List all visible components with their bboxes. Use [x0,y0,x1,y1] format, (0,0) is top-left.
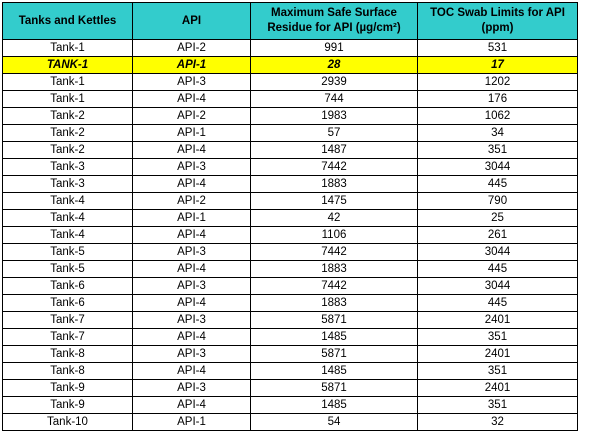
cell-tank: Tank-4 [3,210,133,227]
cell-toc: 3044 [418,278,578,295]
cell-residue: 1475 [251,193,418,210]
cell-tank: Tank-1 [3,91,133,108]
cell-api: API-1 [133,125,251,142]
cell-residue: 1106 [251,227,418,244]
cell-api: API-2 [133,193,251,210]
table-row [3,278,578,295]
cell-residue: 28 [251,57,418,74]
cell-api: API-1 [133,210,251,227]
cell-api: API-1 [133,57,251,74]
cell-tank: Tank-1 [3,40,133,57]
cell-toc: 17 [418,57,578,74]
table-row [3,346,578,363]
cell-tank: Tank-4 [3,193,133,210]
table-row [3,176,578,193]
table-body [3,40,578,431]
cell-api: API-4 [133,142,251,159]
table-row [3,108,578,125]
table-row [3,74,578,91]
table-row [3,125,578,142]
cell-residue: 7442 [251,278,418,295]
cell-residue: 1883 [251,295,418,312]
cell-residue: 7442 [251,159,418,176]
cell-tank: Tank-6 [3,295,133,312]
table-row [3,261,578,278]
cell-toc: 261 [418,227,578,244]
table-row [3,193,578,210]
cell-tank: Tank-9 [3,380,133,397]
header-toc-text: TOC Swab Limits for API (ppm) [430,7,565,34]
header-api: API [133,3,251,40]
cell-toc: 531 [418,40,578,57]
cell-residue: 1883 [251,176,418,193]
cell-api: API-2 [133,108,251,125]
cell-toc: 2401 [418,312,578,329]
cell-api: API-3 [133,312,251,329]
cell-toc: 3044 [418,159,578,176]
cell-tank: Tank-5 [3,261,133,278]
cell-residue: 5871 [251,346,418,363]
cell-api: API-3 [133,159,251,176]
header-row [3,3,578,40]
cell-toc: 445 [418,295,578,312]
header-toc [418,3,578,40]
cell-toc: 2401 [418,346,578,363]
cell-tank: Tank-10 [3,414,133,431]
cell-tank: Tank-9 [3,397,133,414]
cell-api: API-1 [133,414,251,431]
cell-tank: Tank-8 [3,346,133,363]
cell-tank: TANK-1 [3,57,133,74]
table-row [3,380,578,397]
cell-tank: Tank-3 [3,176,133,193]
cell-tank: Tank-2 [3,125,133,142]
cell-toc: 445 [418,176,578,193]
cell-toc: 445 [418,261,578,278]
header-tanks: Tanks and Kettles [3,3,133,40]
header-residue-text: Maximum Safe Surface Residue for API (µg/cm²) [267,7,401,34]
cell-tank: Tank-7 [3,312,133,329]
cell-tank: Tank-4 [3,227,133,244]
cell-toc: 1202 [418,74,578,91]
table-row [3,142,578,159]
cell-api: API-3 [133,278,251,295]
cell-tank: Tank-2 [3,142,133,159]
table-row [3,414,578,431]
table-row [3,210,578,227]
cell-residue: 42 [251,210,418,227]
cell-api: API-3 [133,380,251,397]
table-row [3,159,578,176]
cell-toc: 1062 [418,108,578,125]
cell-api: API-4 [133,91,251,108]
cell-api: API-4 [133,397,251,414]
table-row [3,397,578,414]
cell-tank: Tank-2 [3,108,133,125]
cell-toc: 176 [418,91,578,108]
cell-residue: 744 [251,91,418,108]
cell-api: API-4 [133,363,251,380]
cell-api: API-3 [133,346,251,363]
cell-tank: Tank-5 [3,244,133,261]
cell-residue: 5871 [251,380,418,397]
cell-residue: 1883 [251,261,418,278]
cell-api: API-2 [133,40,251,57]
swab-limits-table [2,2,578,431]
cell-api: API-4 [133,295,251,312]
cell-residue: 1983 [251,108,418,125]
cell-tank: Tank-8 [3,363,133,380]
cell-toc: 3044 [418,244,578,261]
cell-residue: 2939 [251,74,418,91]
cell-api: API-4 [133,261,251,278]
cell-api: API-4 [133,176,251,193]
cell-tank: Tank-1 [3,74,133,91]
cell-toc: 34 [418,125,578,142]
cell-residue: 991 [251,40,418,57]
table-row [3,295,578,312]
cell-residue: 5871 [251,312,418,329]
cell-api: API-3 [133,244,251,261]
table-container [2,2,578,431]
table-row [3,329,578,346]
cell-toc: 25 [418,210,578,227]
cell-toc: 351 [418,363,578,380]
cell-toc: 351 [418,397,578,414]
cell-tank: Tank-7 [3,329,133,346]
cell-toc: 790 [418,193,578,210]
cell-residue: 54 [251,414,418,431]
table-row-highlighted [3,57,578,74]
table-row [3,91,578,108]
cell-residue: 1485 [251,363,418,380]
cell-residue: 7442 [251,244,418,261]
cell-residue: 57 [251,125,418,142]
cell-toc: 32 [418,414,578,431]
cell-residue: 1485 [251,329,418,346]
header-residue [251,3,418,40]
cell-api: API-4 [133,227,251,244]
cell-api: API-4 [133,329,251,346]
table-row [3,244,578,261]
table-row [3,363,578,380]
cell-residue: 1487 [251,142,418,159]
table-row [3,227,578,244]
cell-tank: Tank-6 [3,278,133,295]
cell-tank: Tank-3 [3,159,133,176]
table-row [3,40,578,57]
cell-residue: 1485 [251,397,418,414]
table-row [3,312,578,329]
cell-toc: 351 [418,329,578,346]
cell-api: API-3 [133,74,251,91]
cell-toc: 2401 [418,380,578,397]
cell-toc: 351 [418,142,578,159]
